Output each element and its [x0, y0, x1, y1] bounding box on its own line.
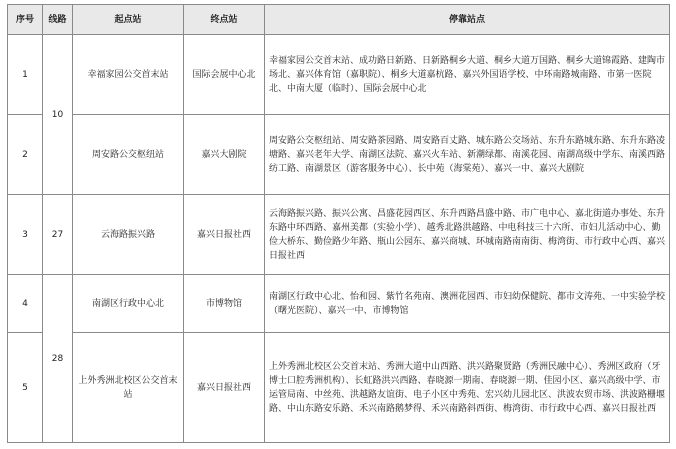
header-line: 线路: [43, 5, 73, 35]
header-start-station: 起点站: [73, 5, 184, 35]
table-row: [8, 275, 670, 333]
end-station: 嘉兴日报社西: [184, 195, 265, 275]
row-number: 4: [8, 275, 43, 333]
row-number: 1: [8, 35, 43, 115]
line-number: 10: [43, 35, 73, 195]
start-station: 幸福家园公交首末站: [73, 35, 184, 115]
table-row: [8, 333, 670, 443]
table-row: [8, 115, 670, 195]
table-row: [8, 35, 670, 115]
end-station: 嘉兴大剧院: [184, 115, 265, 195]
row-number: 3: [8, 195, 43, 275]
start-station: 南湖区行政中心北: [73, 275, 184, 333]
stops-list: 幸福家园公交首末站、成功路日新路、日新路桐乡大道、桐乡大道万国路、桐乡大道锦霞路、建陶市场北、嘉兴体育馆（嘉职院）、桐乡大道嘉杭路、嘉兴外国语学校、中环南路城南路、市第一医院北、中南大厦（临时）、国际会展中心北: [265, 35, 670, 115]
start-station: 上外秀洲北校区公交首末站: [73, 333, 184, 443]
stops-list: 云海路振兴路、振兴公寓、昌盛花园西区、东升西路昌盛中路、市广电中心、嘉北街道办事处、东升东路中环西路、嘉州美都（实验小学）、越秀北路洪越路、中电科技三十六所、市妇儿活动中心、勤俭大桥东、勤俭路少年路、瓶山公园东、嘉兴商城、环城南路南南街、梅湾街、市行政中心西、嘉兴日报社西: [265, 195, 670, 275]
stops-list: 周安路公交枢纽站、周安路茶园路、周安路百丈路、城东路公交场站、东升东路城东路、东升东路凌塘路、嘉兴老年大学、南湖区法院、嘉兴火车站、新潮绿都、南溪花园、南湖高级中学东、南溪西路纺工路、南湖景区（游客服务中心）、长中苑（海棠苑）、嘉兴一中、嘉兴大剧院: [265, 115, 670, 195]
bus-route-table: [7, 4, 670, 443]
stops-list: 上外秀洲北校区公交首末站、秀洲大道中山西路、洪兴路聚贤路（秀洲民融中心）、秀洲区政府（牙博士口腔秀洲机构）、长虹路洪兴西路、春晓源一期南、春晓源一期、佳园小区、嘉兴高级中学、市运管局南、中丝苑、洪越路友谊街、电子小区中秀苑、宏兴幼儿园北区、洪波农贸市场、洪波路栅堰路、中山东路安乐路、禾兴南路鹅梦得、禾兴南路斜西街、梅湾街、市行政中心西、嘉兴日报社西: [265, 333, 670, 443]
line-number: 28: [43, 275, 73, 443]
stops-list: 南湖区行政中心北、怡和园、紫竹名苑南、澳洲花园西、市妇幼保健院、都市文涛苑、一中实验学校（曙光医院）、嘉兴一中、市博物馆: [265, 275, 670, 333]
end-station: 嘉兴日报社西: [184, 333, 265, 443]
header-end-station: 终点站: [184, 5, 265, 35]
start-station: 云海路振兴路: [73, 195, 184, 275]
row-number: 2: [8, 115, 43, 195]
row-number: 5: [8, 333, 43, 443]
end-station: 市博物馆: [184, 275, 265, 333]
table-header-row: [8, 5, 670, 35]
end-station: 国际会展中心北: [184, 35, 265, 115]
header-no: 序号: [8, 5, 43, 35]
table-row: [8, 195, 670, 275]
line-number: 27: [43, 195, 73, 275]
header-stops: 停靠站点: [265, 5, 670, 35]
start-station: 周安路公交枢纽站: [73, 115, 184, 195]
